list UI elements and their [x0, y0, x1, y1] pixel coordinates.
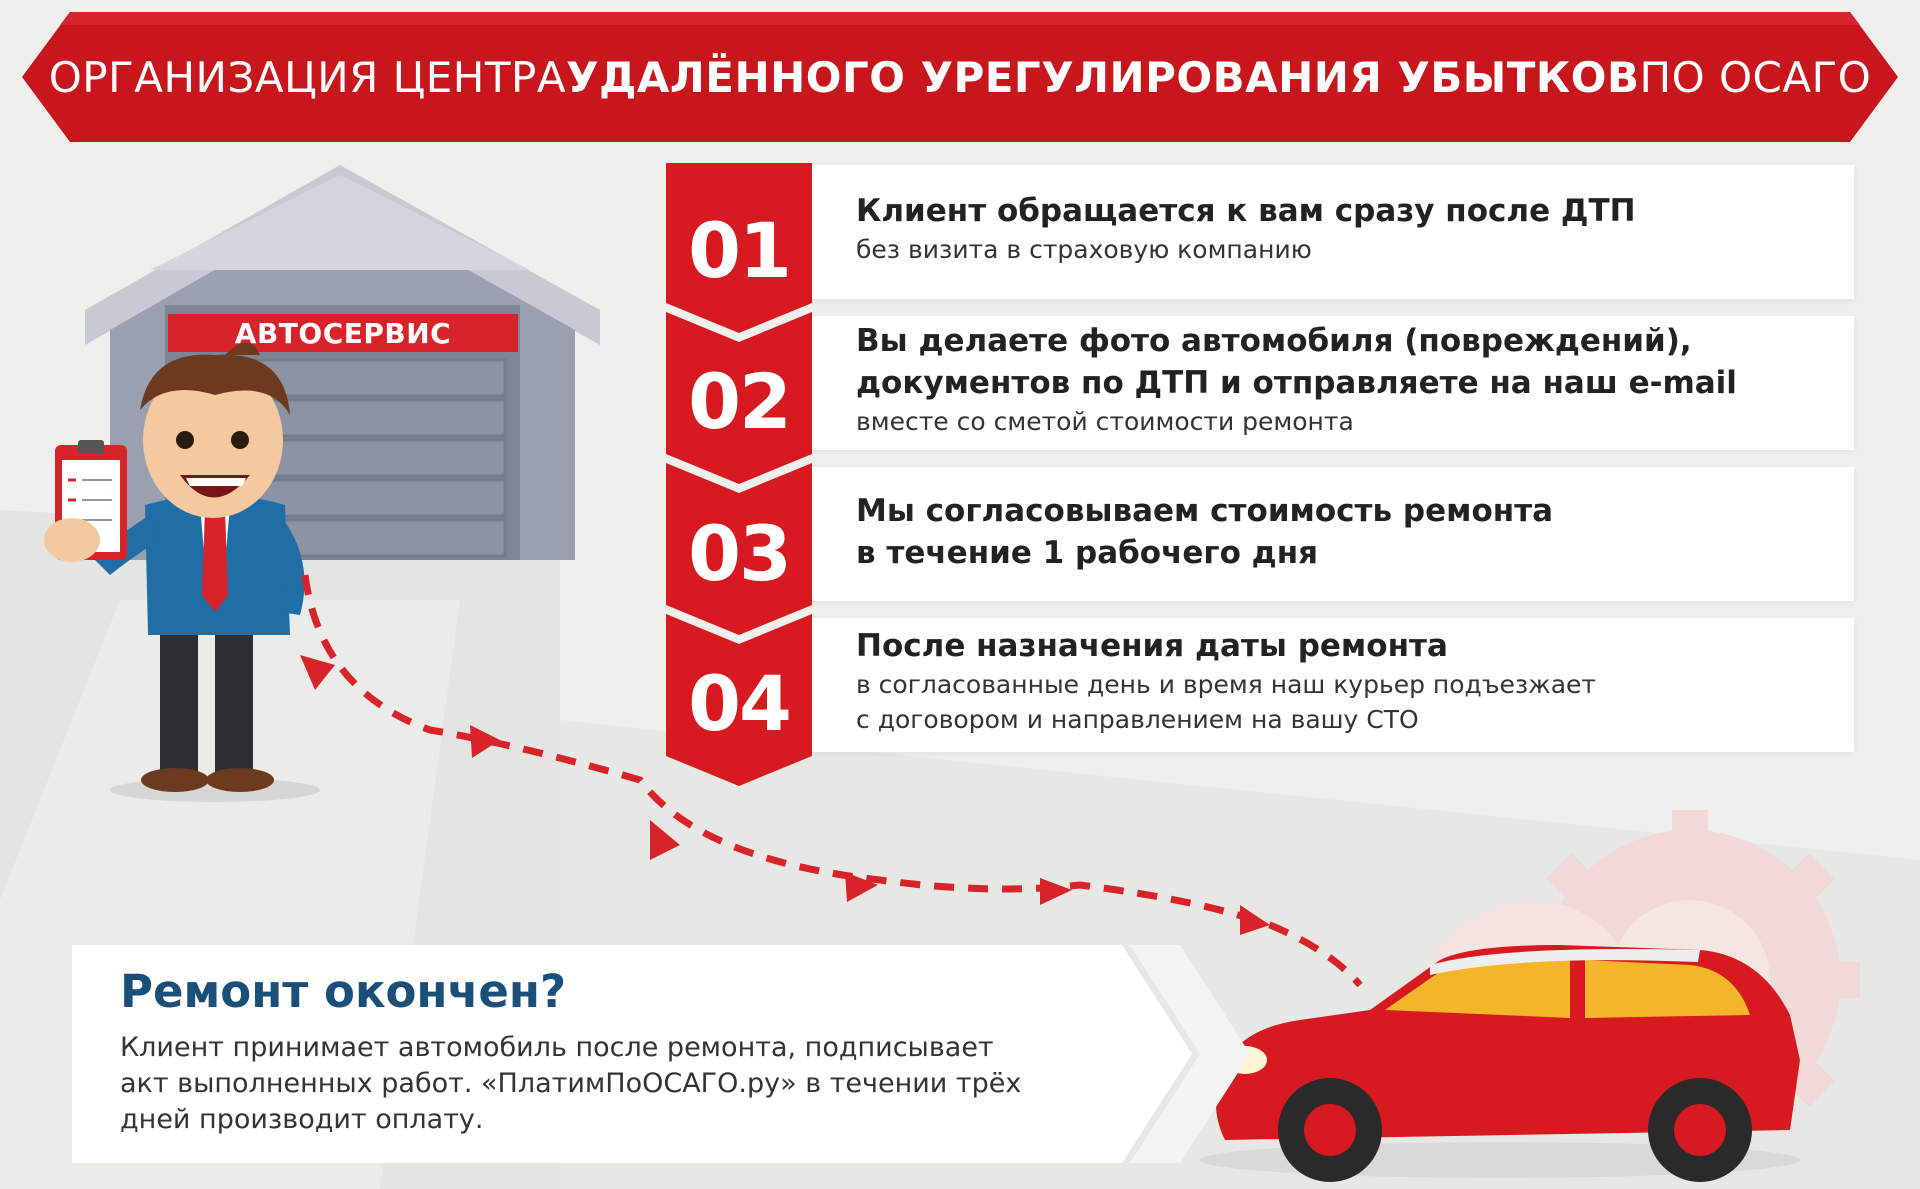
text-line: дней производит оплату.	[120, 1104, 484, 1135]
step-text	[856, 625, 1836, 737]
garage-sign-label: АВТОСЕРВИС	[234, 316, 452, 350]
repair-finished-title: Ремонт окончен?	[120, 965, 567, 1018]
step-light-line: в согласованные день и время наш курьер подъезжает	[856, 670, 1596, 699]
step-text	[856, 320, 1836, 439]
step-bold-line: Мы согласовываем стоимость ремонта	[856, 493, 1554, 529]
step-bold-line: документов по ДТП и отправляете на наш e-mail	[856, 365, 1737, 401]
step-light-line: с договором и направлением на вашу СТО	[856, 705, 1419, 734]
text-line: Клиент принимает автомобиль после ремонта, подписывает	[120, 1032, 994, 1063]
step-number: 04	[688, 659, 790, 748]
title-part-2: УДАЛЁННОГО УРЕГУЛИРОВАНИЯ УБЫТКОВ	[566, 52, 1640, 102]
step-bold-line: Клиент обращается к вам сразу после ДТП	[856, 193, 1636, 229]
page-title	[22, 12, 1898, 142]
step-light-line: вместе со сметой стоимости ремонта	[856, 407, 1354, 436]
title-part-3: ПО ОСАГО	[1639, 52, 1872, 102]
step-text	[856, 190, 1836, 267]
step-number: 01	[688, 206, 790, 295]
step-number: 02	[688, 357, 790, 446]
step-text	[856, 490, 1836, 574]
text-line: акт выполненных работ. «ПлатимПоОСАГО.ру» в течении трёх	[120, 1068, 1022, 1099]
step-light-line: без визита в страховую компанию	[856, 235, 1312, 264]
step-bold-line: После назначения даты ремонта	[856, 628, 1448, 664]
step-bold-line: в течение 1 рабочего дня	[856, 535, 1319, 571]
title-part-1: ОРГАНИЗАЦИЯ ЦЕНТРА	[48, 52, 567, 102]
step-number: 03	[688, 509, 790, 598]
step-bold-line: Вы делаете фото автомобиля (повреждений),	[856, 323, 1692, 359]
repair-finished-text	[120, 1030, 1080, 1138]
